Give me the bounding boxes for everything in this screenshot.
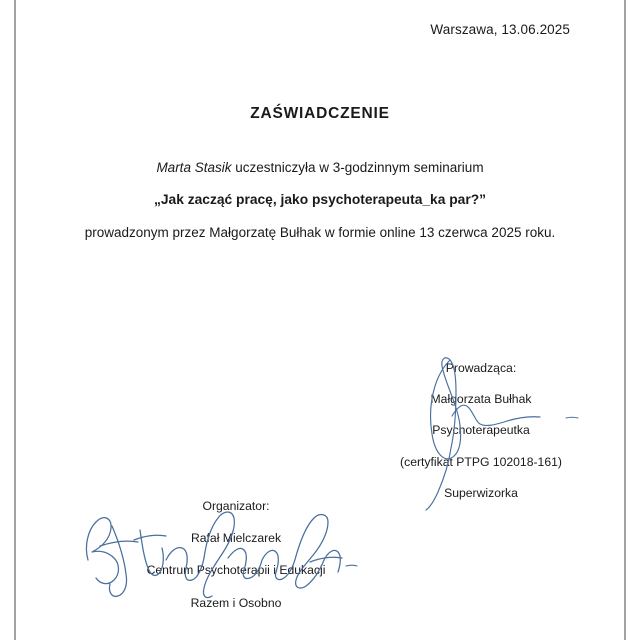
page-title: ZAŚWIADCZENIE — [250, 105, 390, 122]
presenter-role-label: Prowadząca: — [445, 361, 517, 375]
organizer-motto: Razem i Osobno — [190, 595, 282, 610]
presenter-profession: Psychoterapeutka — [432, 423, 530, 438]
participation-text: uczestniczyła w 3-godzinnym seminarium — [231, 160, 484, 175]
organizer-name: Rafał Mielczarek — [190, 531, 282, 546]
organizer-institution: Centrum Psychoterapii i Edukacji — [146, 563, 326, 578]
presenter-certificate-number: (certyfikat PTPG 102018-161) — [400, 454, 562, 469]
organizer-role-label: Organizator: — [202, 499, 270, 513]
page-border-right — [624, 0, 626, 640]
body-line-participant — [16, 160, 624, 175]
presenter-name: Małgorzata Bułhak — [430, 392, 532, 407]
certificate-content — [16, 0, 624, 640]
seminar-details-line: prowadzonym przez Małgorzatę Bułhak w formie online 13 czerwca 2025 roku. — [84, 225, 556, 240]
presenter-signature-block — [371, 362, 591, 499]
seminar-title: „Jak zacząć pracę, jako psychoterapeuta_ka par?” — [153, 192, 487, 207]
presenter-qualification: Superwizorka — [444, 485, 518, 500]
organizer-signature-block — [116, 500, 356, 609]
recipient-name: Marta Stasik — [156, 160, 232, 175]
date-location-line: Warszawa, 13.06.2025 — [430, 22, 570, 37]
